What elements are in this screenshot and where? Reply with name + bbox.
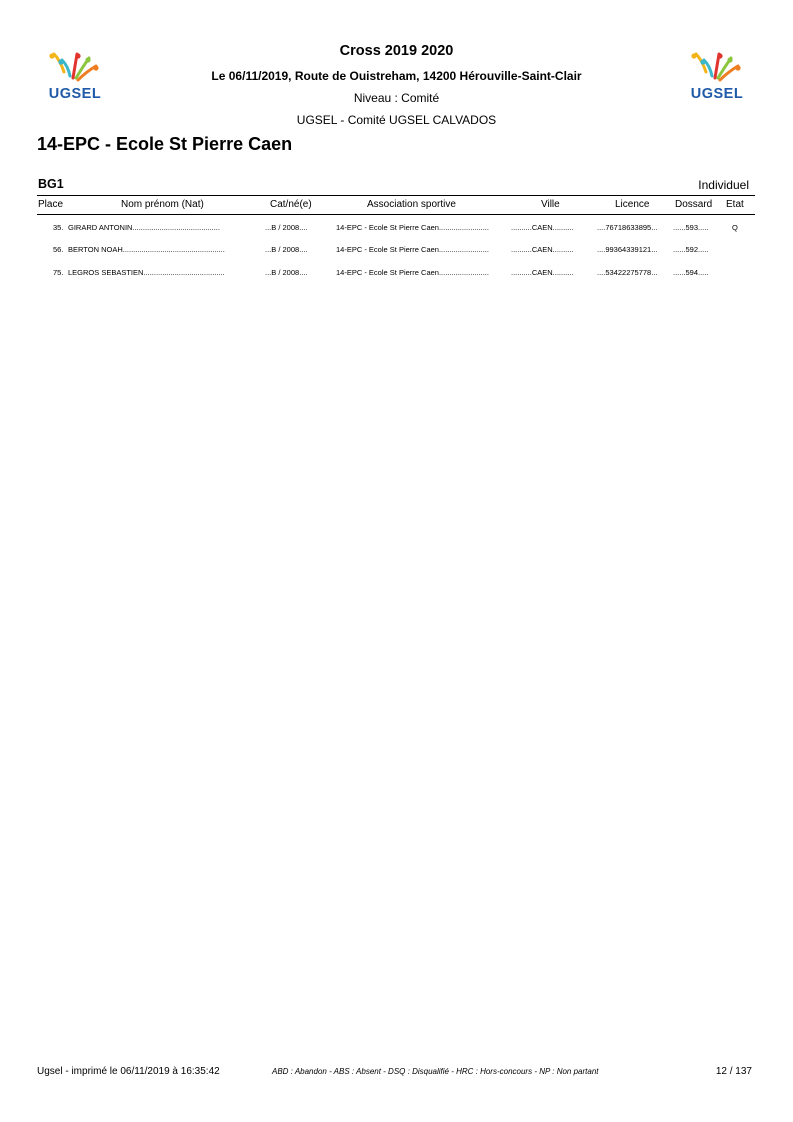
- row-category: ...B / 2008....: [265, 223, 308, 232]
- logo-text: UGSEL: [48, 86, 102, 102]
- row-place: 75.: [53, 268, 64, 277]
- table-row: [0, 245, 793, 257]
- column-header-association: Association sportive: [367, 199, 456, 210]
- row-association: 14-EPC - Ecole St Pierre Caen........................: [336, 223, 489, 232]
- event-title: Cross 2019 2020: [339, 43, 454, 59]
- row-category: ...B / 2008....: [265, 268, 308, 277]
- club-title: 14-EPC - Ecole St Pierre Caen: [37, 134, 293, 154]
- row-name: LEGROS SEBASTIEN.......................................: [68, 268, 225, 277]
- column-header-city: Ville: [541, 199, 560, 210]
- category-code: BG1: [38, 177, 64, 191]
- row-place: 56.: [53, 245, 64, 254]
- row-bib: ......593.....: [673, 223, 709, 232]
- column-header-state: Etat: [726, 199, 744, 210]
- footer-legend: ABD : Abandon - ABS : Absent - DSQ : Disqualifié - HRC : Hors-concours - NP : Non partant: [272, 1067, 599, 1076]
- row-bib: ......592.....: [673, 245, 709, 254]
- table-row: [0, 223, 793, 235]
- table-top-rule: [37, 195, 755, 196]
- row-association: 14-EPC - Ecole St Pierre Caen........................: [336, 245, 489, 254]
- event-organizer: UGSEL - Comité UGSEL CALVADOS: [296, 113, 497, 127]
- row-licence: ....76718633895...: [597, 223, 658, 232]
- event-date-location: Le 06/11/2019, Route de Ouistreham, 14200 Hérouville-Saint-Clair: [211, 69, 582, 83]
- row-category: ...B / 2008....: [265, 245, 308, 254]
- table-row: [0, 268, 793, 280]
- row-licence: ....53422275778...: [597, 268, 658, 277]
- row-city: ..........CAEN..........: [511, 268, 574, 277]
- row-name: GIRARD ANTONIN..........................................: [68, 223, 220, 232]
- category-type: Individuel: [698, 178, 749, 192]
- column-header-name: Nom prénom (Nat): [121, 199, 204, 210]
- column-header-licence: Licence: [615, 199, 650, 210]
- column-header-place: Place: [38, 199, 64, 210]
- row-place: 35.: [53, 223, 64, 232]
- row-licence: ....99364339121...: [597, 245, 658, 254]
- event-level: Niveau : Comité: [353, 91, 440, 105]
- column-header-bib: Dossard: [675, 199, 713, 210]
- footer-printed-date: Ugsel - imprimé le 06/11/2019 à 16:35:42: [37, 1066, 220, 1077]
- footer-page-number: 12 / 137: [715, 1066, 752, 1077]
- row-name: BERTON NOAH.................................................: [68, 245, 225, 254]
- row-bib: ......594.....: [673, 268, 709, 277]
- row-city: ..........CAEN..........: [511, 223, 574, 232]
- table-header-rule: [37, 214, 755, 215]
- column-header-category: Cat/né(e): [270, 199, 312, 210]
- logo-text: UGSEL: [690, 86, 744, 102]
- row-state: Q: [732, 223, 738, 232]
- row-city: ..........CAEN..........: [511, 245, 574, 254]
- row-association: 14-EPC - Ecole St Pierre Caen........................: [336, 268, 489, 277]
